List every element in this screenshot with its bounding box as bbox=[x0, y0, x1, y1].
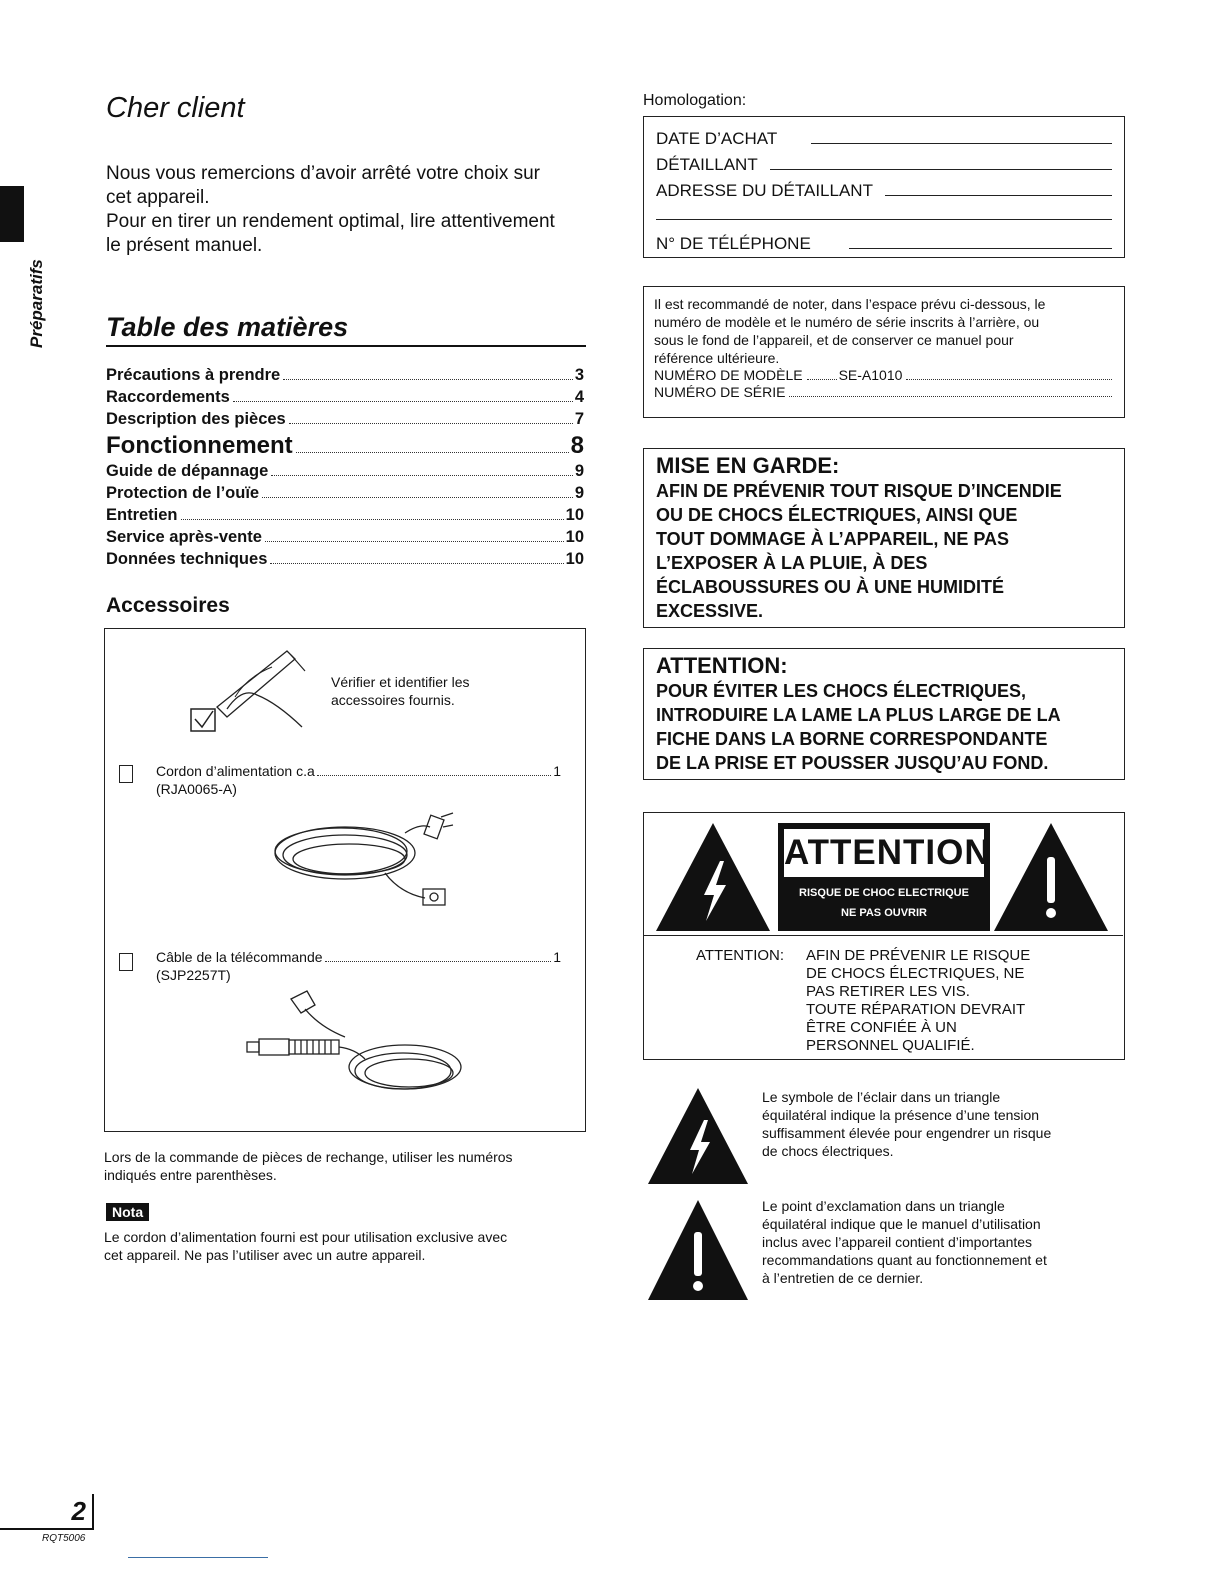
lightning-explanation: Le symbole de l’éclair dans un triangle équilatéral indique la présence d’une tension suffisamment élevée pour engendrer un risque de chocs électriques. bbox=[762, 1089, 1052, 1159]
toc-item[interactable]: Fonctionnement 8 bbox=[106, 432, 584, 459]
nota-badge: Nota bbox=[106, 1203, 149, 1221]
mise-en-garde-box: MISE EN GARDE: AFIN DE PRÉVENIR TOUT RISQUE D’INCENDIE OU DE CHOCS ÉLECTRIQUES, AINSI QUE TOUT DOMMAGE À L’APPAREIL, NE PAS L’EXPOSER À LA PLUIE, À DES ÉCLABOUSSURES OU À UNE HUMIDITÉ EXCESSIVE. bbox=[643, 448, 1125, 628]
accessories-box: Vérifier et identifier les accessoires fournis. Cordon d’alimentation c.a 1 (RJA0065-A) Câble de la télécommande 1 (SJP2257T) bbox=[104, 628, 586, 1132]
remote-cable-icon bbox=[235, 987, 465, 1115]
page-number: 2 bbox=[71, 1496, 86, 1526]
attention-box: ATTENTION: POUR ÉVITER LES CHOCS ÉLECTRIQUES, INTRODUIRE LA LAME LA PLUS LARGE DE LA FICHE DANS LA BORNE CORRESPONDANTE DE LA PRISE ET POUSSER JUSQU’AU FOND. bbox=[643, 648, 1125, 780]
toc-list bbox=[106, 366, 584, 572]
toc-item[interactable]: Guide de dépannage 9 bbox=[106, 462, 584, 480]
page-title: Cher client bbox=[106, 92, 245, 124]
toc-rule bbox=[106, 345, 586, 347]
form-row-address[interactable]: ADRESSE DU DÉTAILLANT bbox=[656, 175, 1112, 201]
toc-item[interactable]: Précautions à prendre 3 bbox=[106, 366, 584, 384]
replacement-note: Lors de la commande de pièces de rechange, utiliser les numéros indiqués entre parenthèses. bbox=[104, 1149, 513, 1183]
intro-text: Nous vous remercions d’avoir arrêté votre choix sur cet appareil. Pour en tirer un rendement optimal, lire attentivement le présent manuel. bbox=[106, 163, 555, 256]
accessory-item: Câble de la télécommande 1 bbox=[156, 949, 561, 965]
form-row-phone[interactable]: N° DE TÉLÉPHONE bbox=[656, 228, 1112, 254]
toc-item[interactable]: Raccordements 4 bbox=[106, 388, 584, 406]
accessory-checkbox[interactable] bbox=[119, 953, 133, 971]
page-number-box bbox=[0, 1494, 94, 1530]
form-row-dealer[interactable]: DÉTAILLANT bbox=[656, 149, 1112, 175]
lightning-triangle-icon bbox=[654, 821, 772, 933]
lightning-triangle-icon bbox=[646, 1086, 750, 1186]
exclamation-triangle-icon bbox=[646, 1198, 750, 1302]
accessory-checkbox[interactable] bbox=[119, 765, 133, 783]
model-number-row: NUMÉRO DE MODÈLE SE-A1010 bbox=[654, 367, 1114, 384]
caution-prefix: ATTENTION: bbox=[696, 947, 785, 964]
model-record-box: Il est recommandé de noter, dans l’espace prévu ci-dessous, le numéro de modèle et le numéro de série inscrits à l’arrière, ou sous le fond de l’appareil, et de conserver ce manuel pour référence ultérieure. NUMÉRO DE MODÈLE SE-A1010 NUMÉRO DE SÉRIE bbox=[643, 286, 1125, 418]
serial-number-row: NUMÉRO DE SÉRIE bbox=[654, 384, 1114, 401]
accessories-title: Accessoires bbox=[106, 594, 230, 617]
exclamation-explanation: Le point d’exclamation dans un triangle équilatéral indique que le manuel d’utilisation inclus avec l’appareil contient d’importantes recommandations quant au fonctionnement et à l’entretien de ce dernier. bbox=[762, 1198, 1047, 1286]
purchase-form bbox=[643, 116, 1125, 258]
toc-item[interactable]: Description des pièces 7 bbox=[106, 410, 584, 428]
document-code: RQT5006 bbox=[42, 1533, 86, 1544]
side-tab-label: Préparatifs bbox=[27, 259, 46, 348]
pen-check-icon bbox=[187, 647, 317, 739]
power-cord-icon bbox=[265, 803, 455, 923]
caution-label: ATTENTION RISQUE DE CHOC ELECTRIQUE NE PAS OUVRIR bbox=[778, 823, 990, 931]
toc-item[interactable]: Données techniques 10 bbox=[106, 550, 584, 568]
check-note: Vérifier et identifier les accessoires fournis. bbox=[331, 674, 470, 708]
nota-text: Le cordon d’alimentation fourni est pour utilisation exclusive avec cet appareil. Ne pas l’utiliser avec un autre appareil. bbox=[104, 1229, 508, 1263]
caution-label-box bbox=[643, 812, 1125, 1060]
toc-item[interactable]: Service après-vente 10 bbox=[106, 528, 584, 546]
caution-label-title: ATTENTION bbox=[784, 829, 984, 877]
toc-item[interactable]: Protection de l’ouïe 9 bbox=[106, 484, 584, 502]
footer-rule bbox=[128, 1557, 268, 1558]
form-row-date[interactable]: DATE D’ACHAT bbox=[656, 123, 1112, 149]
toc-item[interactable]: Entretien 10 bbox=[106, 506, 584, 524]
accessory-item: Cordon d’alimentation c.a 1 bbox=[156, 763, 561, 779]
homologation-label: Homologation: bbox=[643, 92, 747, 109]
side-tab-marker bbox=[0, 186, 24, 242]
exclamation-triangle-icon bbox=[992, 821, 1110, 933]
toc-title: Table des matières bbox=[106, 312, 349, 342]
caution-text: AFIN DE PRÉVENIR LE RISQUE DE CHOCS ÉLECTRIQUES, NE PAS RETIRER LES VIS. TOUTE RÉPARATION DEVRAIT ÊTRE CONFIÉE À UN PERSONNEL QUALIFIÉ. bbox=[806, 947, 1031, 1054]
